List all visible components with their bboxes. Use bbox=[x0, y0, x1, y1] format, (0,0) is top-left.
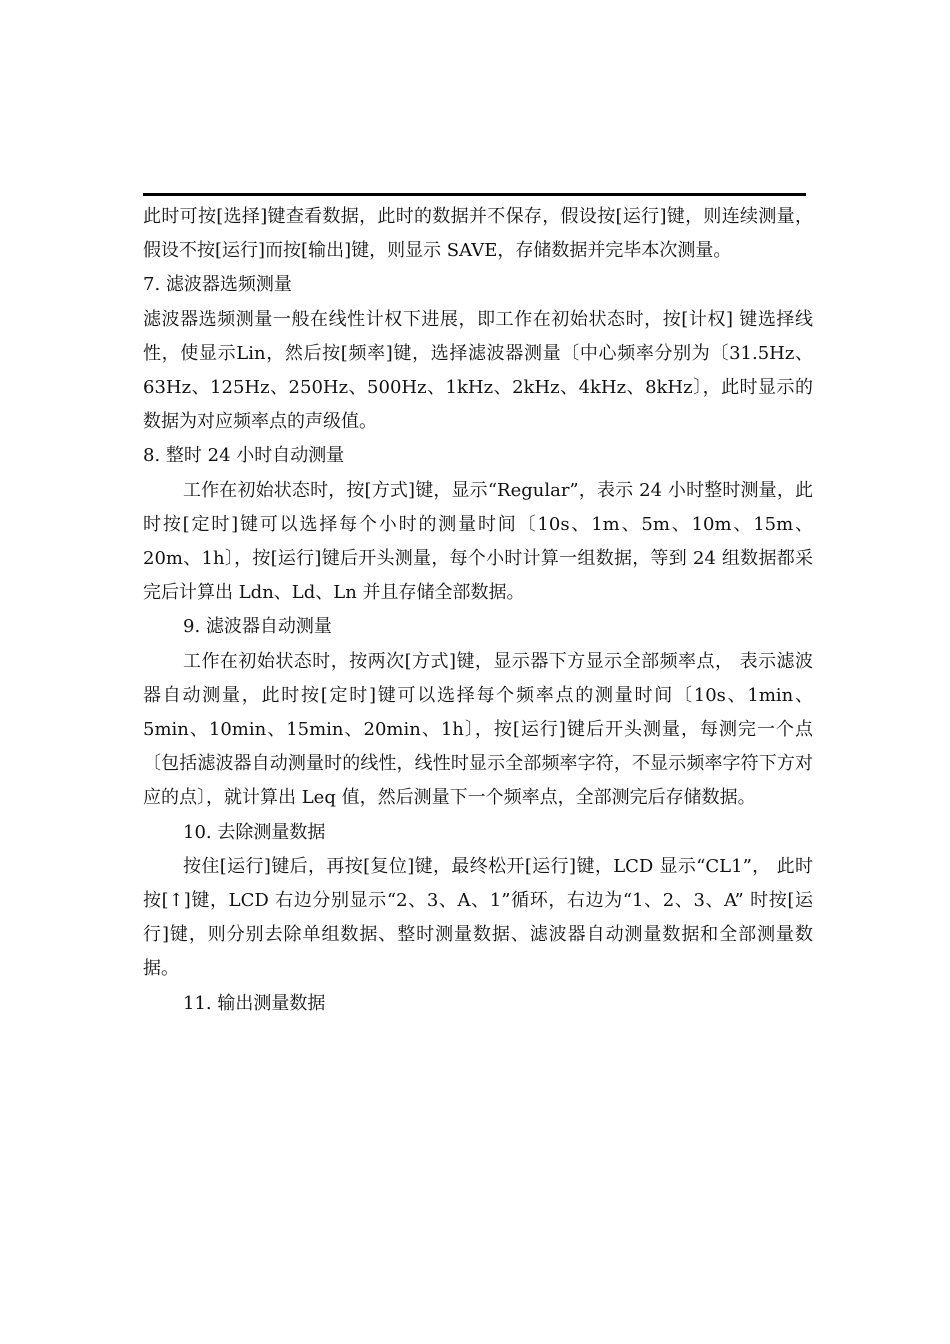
heading-24h-auto: 8. 整时 24 小时自动测量 bbox=[143, 445, 345, 467]
paragraph-clear-data: 按住[运行]键后，再按[复位]键，最终松开[运行]键，LCD 显示“CL1”， 此时按[↑]键，LCD 右边分别显示“2、3、A、1”循环，右边为“1、2、3、A” 时按[运行]键，则分别去除单组数据、整时测量数据、滤波器自动测量数据和全部测量数据。 bbox=[143, 855, 813, 980]
heading-output-data: 11. 输出测量数据 bbox=[183, 992, 326, 1014]
heading-filter-select: 7. 滤波器选频测量 bbox=[143, 274, 292, 296]
heading-clear-data: 10. 去除测量数据 bbox=[183, 821, 326, 843]
paragraph-save-note: 此时可按[选择]键查看数据，此时的数据并不保存，假设按[运行]键，则连续测量，假设不按[运行]而按[输出]键，则显示 SAVE，存储数据并完毕本次测量。 bbox=[143, 206, 813, 262]
heading-filter-auto: 9. 滤波器自动测量 bbox=[183, 616, 332, 638]
header-rule bbox=[143, 193, 806, 196]
paragraph-24h-auto: 工作在初始状态时，按[方式]键，显示“Regular”，表示 24 小时整时测量，此时按[定时]键可以选择每个小时的测量时间〔10s、1m、5m、10m、15m、20m、1h〕，按[运行]键后开头测量，每个小时计算一组数据，等到 24 组数据都采完后计算出 Ldn、Ld、Ln 并且存储全部数据。 bbox=[143, 479, 813, 604]
document-body bbox=[143, 200, 813, 1021]
paragraph-filter-auto: 工作在初始状态时，按两次[方式]键，显示器下方显示全部频率点， 表示滤波器自动测量，此时按[定时]键可以选择每个频率点的测量时间〔10s、1min、5min、10min、15min、20min、1h〕，按[运行]键后开头测量，每测完一个点〔包括滤波器自动测量时的线性，线性时显示全部频率字符，不显示频率字符下方对应的点〕，就计算出 Leq 值，然后测量下一个频率点，全部测完后存储数据。 bbox=[143, 650, 813, 809]
paragraph-filter-select: 滤波器选频测量一般在线性计权下进展，即工作在初始状态时，按[计权] 键选择线性，使显示Lin，然后按[频率]键，选择滤波器测量〔中心频率分别为〔31.5Hz、63Hz、125Hz、250Hz、500Hz、1kHz、2kHz、4kHz、8kHz〕，此时显示的数据为对应频率点的声级值。 bbox=[143, 308, 813, 433]
